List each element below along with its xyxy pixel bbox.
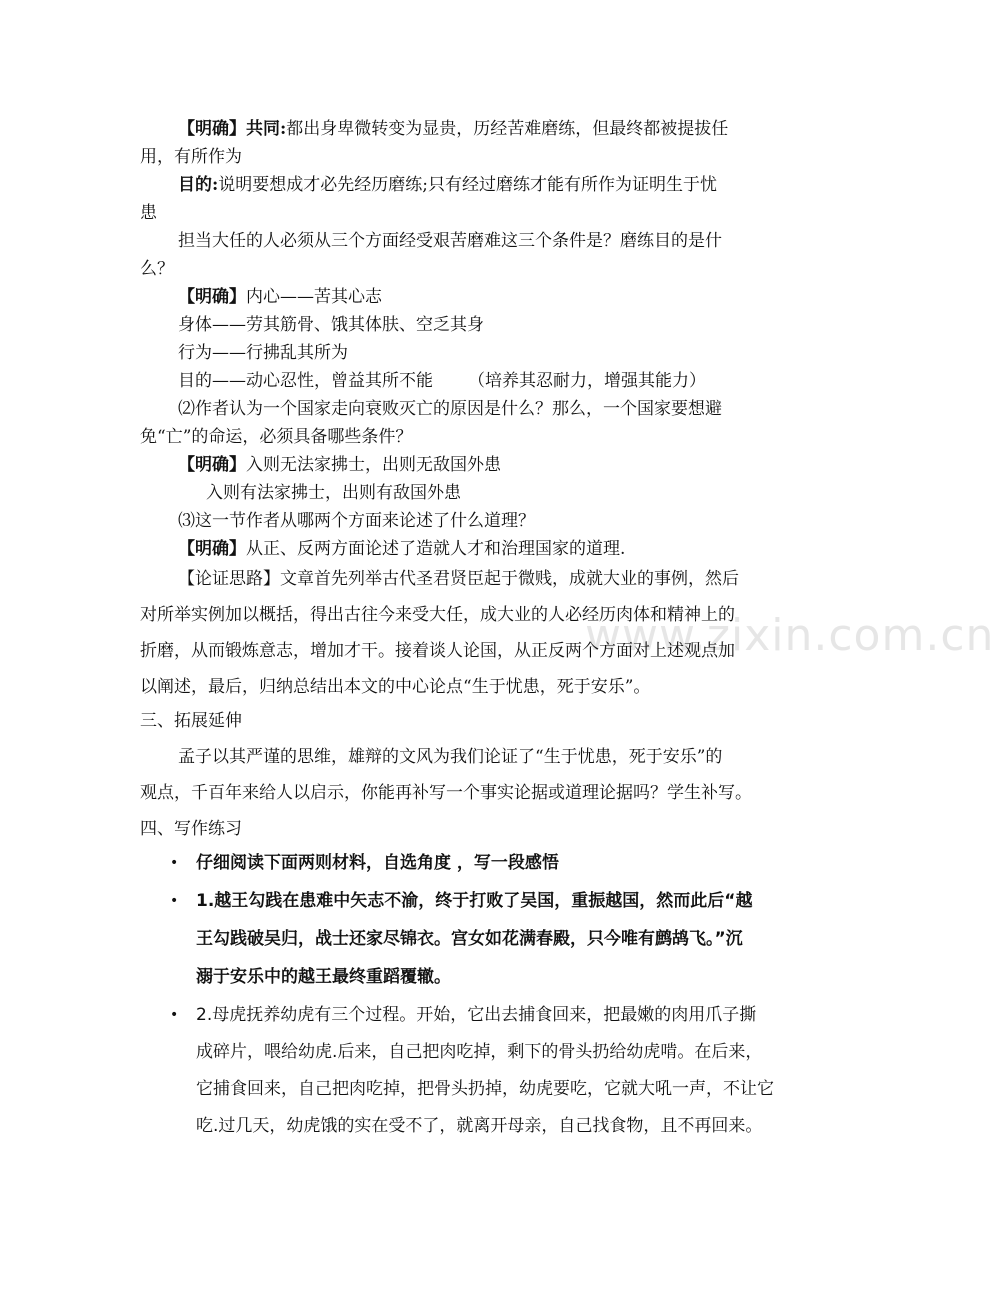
section-3-line1: 孟子以其严谨的思维，雄辩的文风为我们论证了“生于忧患，死于安乐”的	[178, 747, 723, 767]
purpose-label: 目的:	[178, 175, 219, 195]
answer-conditions-line2: 身体——劳其筋骨、饿其体肤、空乏其身	[178, 315, 484, 335]
answer-text: 入则无法家拂士，出则无敌国外患	[246, 455, 501, 475]
bullet-2-line3: 溺于安乐中的越王最终重蹈覆辙。	[196, 967, 451, 987]
answer-3	[178, 538, 625, 560]
argument-text: 文章首先列举古代圣君贤臣起于微贱，成就大业的事例，然后	[280, 569, 739, 589]
question-conditions-line2: 么？	[140, 259, 174, 279]
question-2-line2: 免“亡”的命运，必须具备哪些条件？	[140, 427, 413, 447]
section-3-line2: 观点，千百年来给人以启示，你能再补写一个事实论据或道理论据吗？学生补写。	[140, 783, 752, 803]
answer-2-line1	[178, 454, 501, 476]
question-conditions-line1: 担当大任的人必须从三个方面经受艰苦磨难这三个条件是？磨练目的是什	[178, 231, 722, 251]
argument-line3: 折磨，从而锻炼意志，增加才干。接着谈人论国，从正反两个方面对上述观点加	[140, 641, 735, 661]
bullet-3-line1: 2.母虎抚养幼虎有三个过程。开始，它出去捕食回来，把最嫩的肉用爪子撕	[196, 1005, 757, 1025]
para-common-line1	[178, 118, 728, 140]
bullet-icon: •	[170, 855, 179, 871]
para-common-line2: 用，有所作为	[140, 147, 242, 167]
section-3-heading: 三、拓展延伸	[140, 711, 242, 731]
para-purpose-line1	[178, 174, 717, 196]
bullet-2-line1: 1.越王勾践在患难中矢志不渝，终于打败了吴国，重振越国，然而此后“越	[196, 891, 753, 911]
common-text: 都出身卑微转变为显贵，历经苦难磨练，但最终都被提拔任	[286, 119, 729, 139]
para-purpose-line2: 患	[140, 203, 157, 223]
question-2-line1: ⑵作者认为一个国家走向衰败灭亡的原因是什么？那么，一个国家要想避	[178, 399, 722, 419]
answer-conditions-line3: 行为——行拂乱其所为	[178, 343, 348, 363]
answer-tag: 【明确】	[178, 287, 246, 307]
bullet-3-line4: 吃.过几天，幼虎饿的实在受不了，就离开母亲，自己找食物，且不再回来。	[196, 1116, 763, 1136]
answer-tag: 【明确】	[178, 455, 246, 475]
purpose-text: 说明要想成才必先经历磨练;只有经过磨练才能有所作为证明生于忧	[218, 175, 718, 195]
answer-conditions-line4a: 目的——动心忍性，曾益其所不能	[178, 371, 433, 391]
bullet-1: 仔细阅读下面两则材料，自选角度 ，写一段感悟	[196, 853, 559, 873]
common-label: 共同:	[246, 119, 287, 139]
bullet-2-line2: 王勾践破吴归，战士还家尽锦衣。宫女如花满春殿，只今唯有鹧鸪飞。”沉	[196, 929, 743, 949]
answer-text: 从正、反两方面论述了造就人才和治理国家的道理.	[246, 539, 626, 559]
argument-line2: 对所举实例加以概括，得出古往今来受大任，成大业的人必经历肉体和精神上的	[140, 605, 735, 625]
answer-conditions-line1	[178, 286, 382, 308]
answer-text: 内心——苦其心志	[246, 287, 382, 307]
bullet-icon: •	[170, 893, 179, 909]
answer-conditions-line4b: （培养其忍耐力，增强其能力）	[468, 371, 706, 391]
question-3: ⑶这一节作者从哪两个方面来论述了什么道理？	[178, 511, 535, 531]
bullet-icon: •	[170, 1007, 179, 1023]
watermark: www.zixin.com.cn	[585, 610, 994, 661]
argument-line4: 以阐述，最后，归纳总结出本文的中心论点“生于忧患，死于安乐”。	[140, 677, 651, 697]
answer-tag: 【明确】	[178, 539, 246, 559]
bullet-3-line3: 它捕食回来，自己把肉吃掉，把骨头扔掉，幼虎要吃，它就大吼一声，不让它	[196, 1079, 774, 1099]
answer-2-line2: 入则有法家拂士，出则有敌国外患	[206, 483, 461, 503]
bullet-3-line2: 成碎片，喂给幼虎.后来，自己把肉吃掉，剩下的骨头扔给幼虎啃。在后来，	[196, 1042, 763, 1062]
argument-tag: 【论证思路】	[178, 569, 280, 589]
answer-tag: 【明确】	[178, 119, 246, 139]
argument-line1	[178, 568, 739, 590]
section-4-heading: 四、写作练习	[140, 819, 242, 839]
